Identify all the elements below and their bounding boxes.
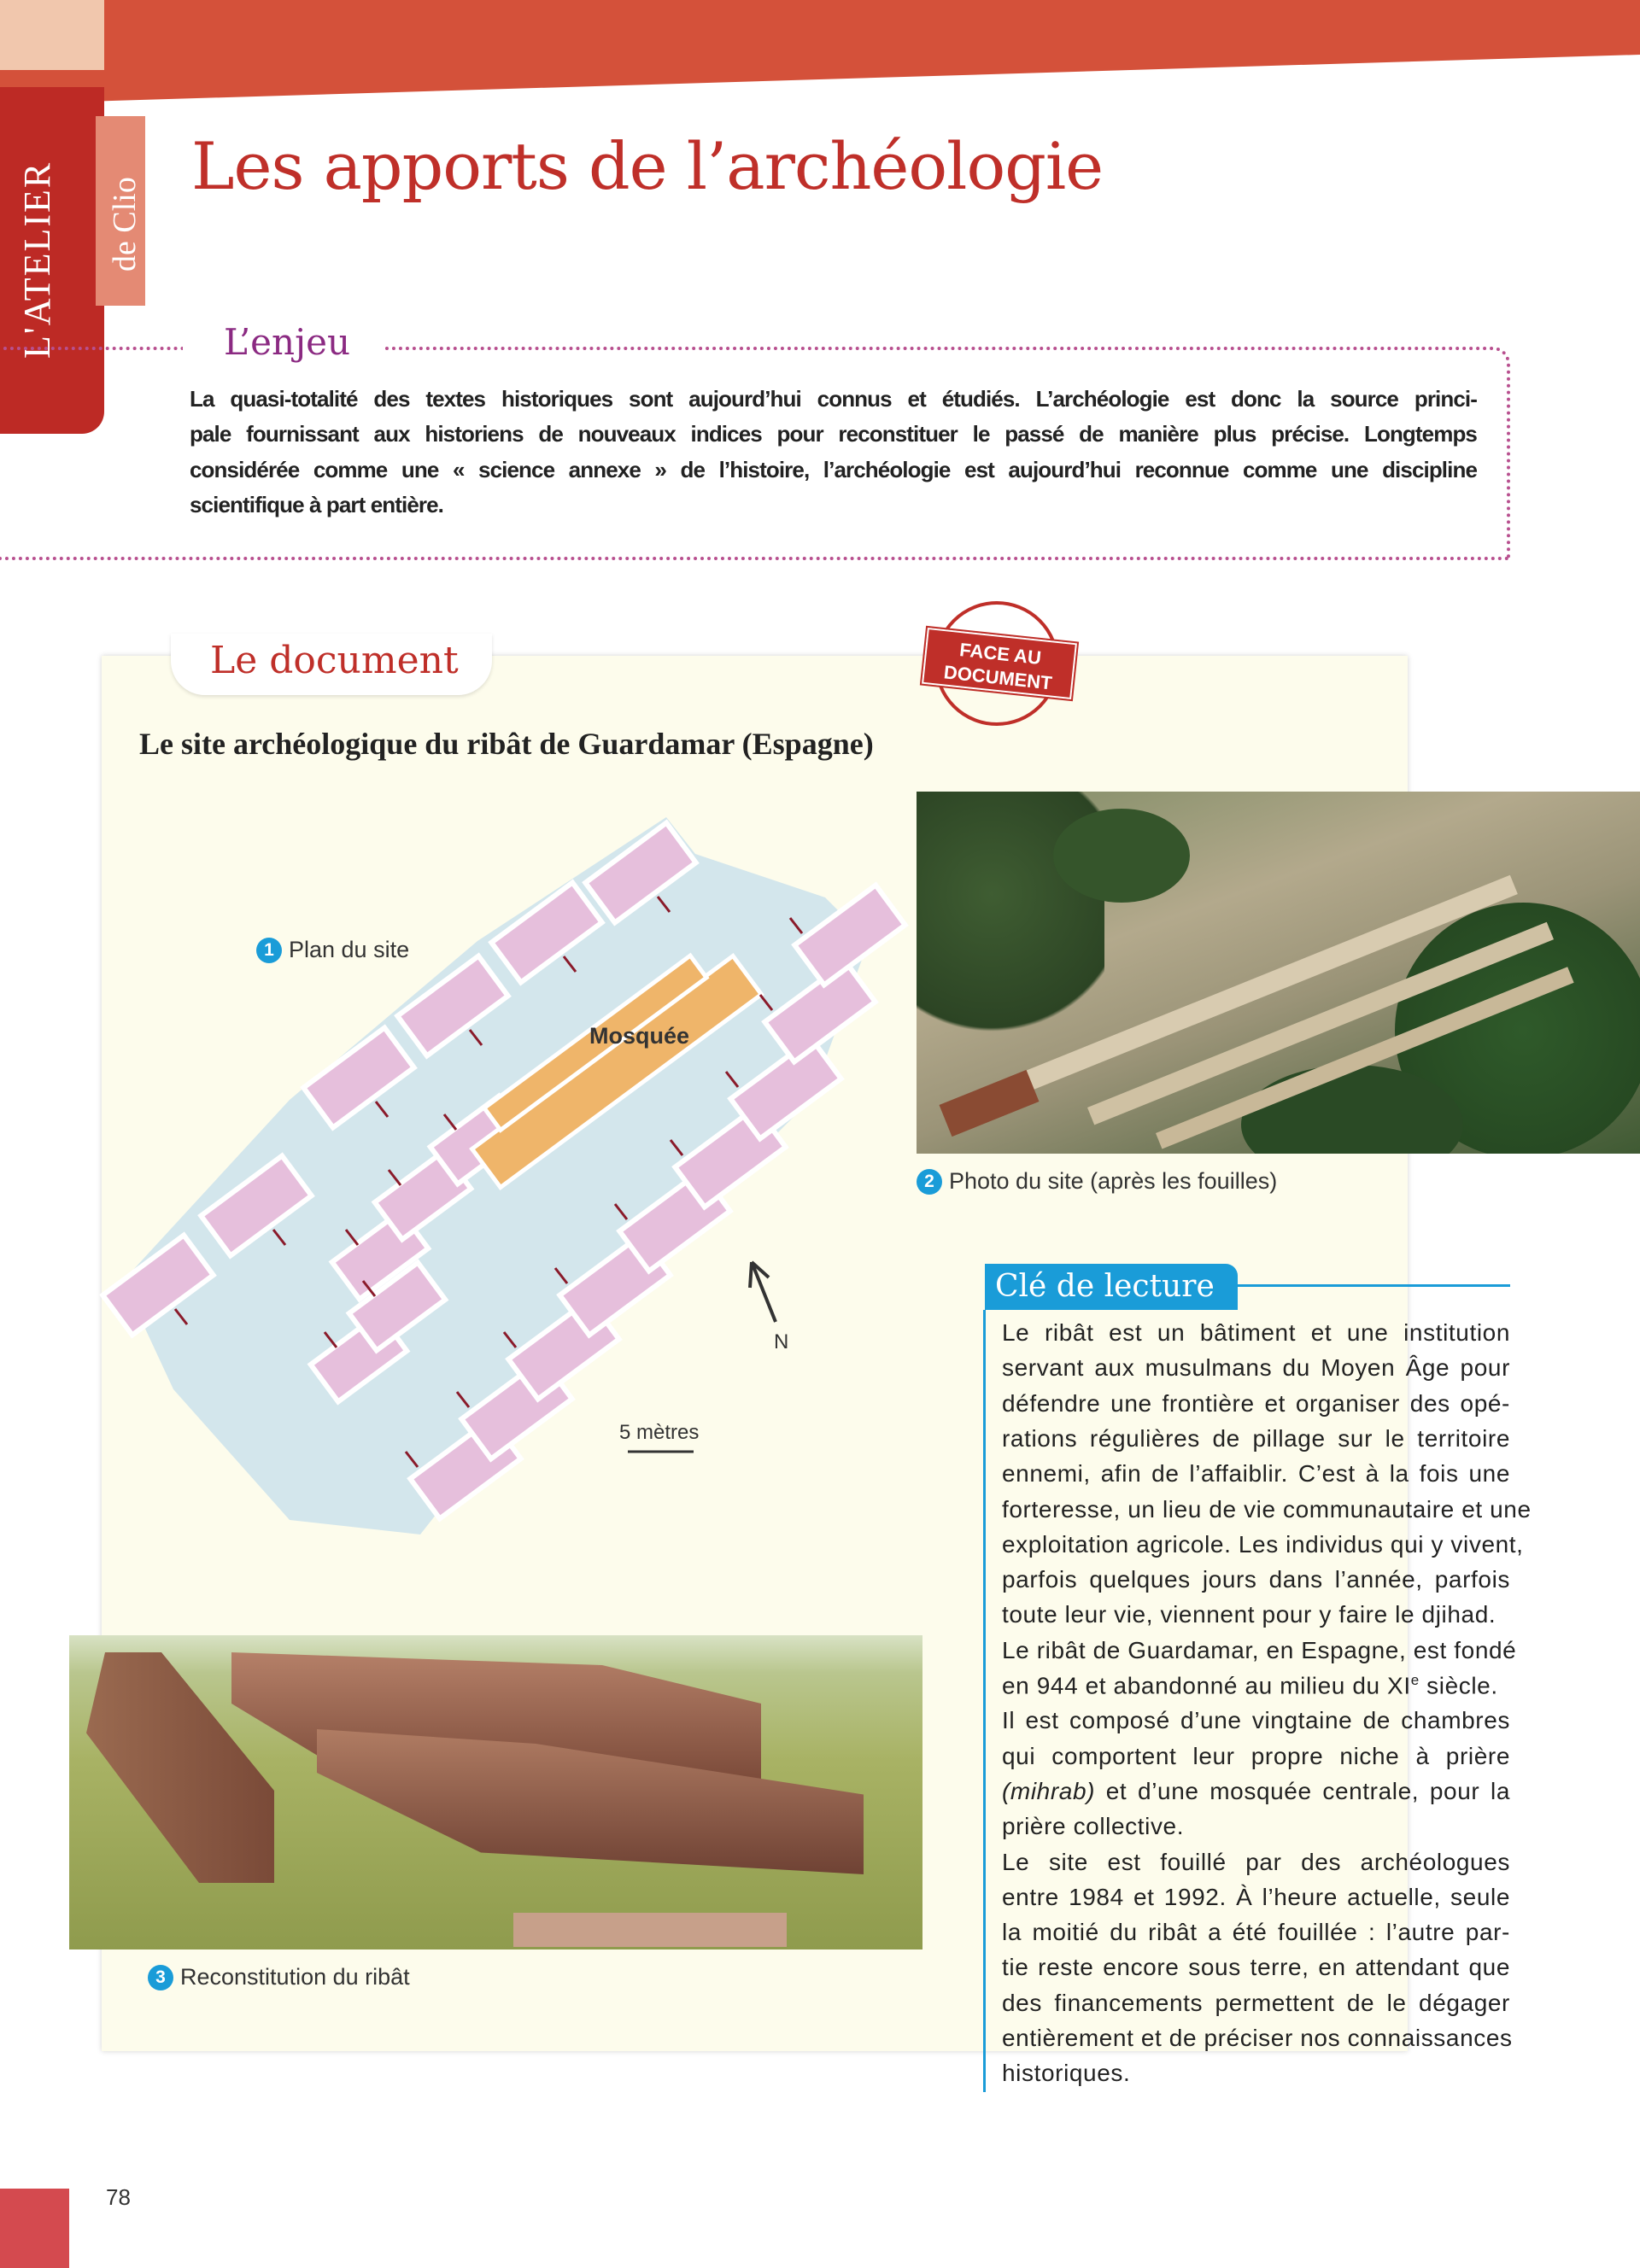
scale-label: 5 mètres xyxy=(619,1421,700,1444)
cle-text-line xyxy=(1002,1919,1510,1946)
cle-text-line xyxy=(1002,1566,1510,1593)
enjeu-text-line: La quasi-totalité des textes historiques sont aujourd’hui connus et étudiés. L’archéologie est donc la source princi- xyxy=(190,386,1477,412)
stamp-line: DOCUMENT xyxy=(942,661,1053,694)
cle-text-line xyxy=(1002,1743,1510,1770)
cle-text-segment: qui comportent leur propre niche à prière xyxy=(1002,1742,1510,1769)
cle-text-segment: en 944 et abandonné au milieu du XI xyxy=(1002,1672,1411,1699)
north-label: N xyxy=(774,1330,789,1353)
stamp-line: FACE AU xyxy=(958,639,1043,669)
photo-caption xyxy=(917,1168,1277,1195)
site-photo xyxy=(917,792,1640,1154)
mosque-label: Mosquée xyxy=(589,1023,690,1049)
document-title: Le site archéologique du ribât de Guardamar (Espagne) xyxy=(139,727,874,761)
photo-caption-text: Photo du site (après les fouilles) xyxy=(949,1168,1278,1194)
cle-text-segment: parfois quelques jours dans l’année, parfois xyxy=(1002,1566,1510,1593)
cle-text-line xyxy=(1002,2025,1513,2052)
cle-text-line xyxy=(1002,1495,1532,1523)
reconstruction-caption xyxy=(148,1964,410,1990)
cle-text-line xyxy=(1002,1354,1510,1382)
cle-text-segment: rations régulières de pillage sur le territoire xyxy=(1002,1424,1510,1452)
plan-caption xyxy=(256,937,409,963)
cle-text-segment: Le site est fouillé par des archéologues xyxy=(1002,1848,1510,1875)
cle-text-segment: Il est composé d’une vingtaine de chambres xyxy=(1002,1707,1510,1734)
enjeu-heading: L’enjeu xyxy=(183,321,384,363)
superscript: e xyxy=(1410,1672,1420,1688)
section-tab-label: L'ATELIER xyxy=(16,161,58,359)
cle-text-segment: siècle. xyxy=(1419,1672,1498,1699)
cle-text-line xyxy=(1002,1672,1510,1699)
cle-text-line xyxy=(1002,1990,1510,2017)
cle-text-segment: défendre une frontière et organiser des opé- xyxy=(1002,1389,1510,1417)
cle-text-segment: forteresse, un lieu de vie communautaire et une xyxy=(1002,1495,1532,1523)
cle-text-line xyxy=(1002,1884,1510,1911)
cle-text-line xyxy=(1002,1954,1510,1981)
cle-text-line xyxy=(1002,1778,1510,1805)
section-subtab-label: de Clio xyxy=(107,177,143,272)
document-heading: Le document xyxy=(210,639,459,682)
cle-text-line xyxy=(1002,1707,1510,1734)
cle-text-segment: entre 1984 et 1992. À l’heure actuelle, seule xyxy=(1002,1883,1510,1910)
cle-text-segment: entièrement et de préciser nos connaissances xyxy=(1002,2025,1513,2051)
cle-text-line xyxy=(1002,1319,1510,1347)
cle-text-line xyxy=(1002,1390,1510,1418)
figure-number: 3 xyxy=(148,1965,173,1990)
cle-text-segment: toute leur vie, viennent pour y faire le djihad. xyxy=(1002,1601,1496,1628)
cle-left-rule xyxy=(983,1310,986,2092)
cle-text-line xyxy=(1002,1636,1517,1664)
page-number: 78 xyxy=(106,2184,131,2210)
north-arrow-icon xyxy=(750,1262,776,1322)
cle-text-segment: des financements permettent de le dégager xyxy=(1002,1989,1510,2016)
enjeu-text-line: considérée comme une « science annexe » de l’histoire, l’archéologie est aujourd’hui reconnue comme une discipline xyxy=(190,457,1477,482)
cle-text-segment: (mihrab) et d’une mosquée centrale, pour la xyxy=(1002,1777,1510,1804)
reconstruction-caption-text: Reconstitution du ribât xyxy=(180,1964,410,1990)
cle-text-line xyxy=(1002,1601,1510,1628)
page-title: Les apports de l’archéologie xyxy=(191,128,1104,204)
figure-number: 2 xyxy=(917,1169,942,1195)
figure-number: 1 xyxy=(256,938,282,963)
cle-text-line xyxy=(1002,1460,1510,1488)
cle-text-segment: Le ribât est un bâtiment et une institution xyxy=(1002,1319,1510,1346)
cle-text-segment: Le ribât de Guardamar, en Espagne, est fondé xyxy=(1002,1636,1517,1663)
cle-text-segment: prière collective. xyxy=(1002,1813,1185,1840)
plan-caption-text: Plan du site xyxy=(289,937,410,962)
reconstruction-image xyxy=(69,1635,922,1949)
cle-text-segment: la moitié du ribât a été fouillée : l’autre par- xyxy=(1002,1919,1510,1946)
cle-text-line xyxy=(1002,1530,1524,1558)
enjeu-text-line: scientifique à part entière. xyxy=(190,492,444,517)
cle-text-segment: servant aux musulmans du Moyen Âge pour xyxy=(1002,1354,1510,1382)
cle-text-segment: tie reste encore sous terre, en attendant que xyxy=(1002,1954,1510,1981)
cle-text-line xyxy=(1002,1849,1510,1876)
cle-text-segment: historiques. xyxy=(1002,2060,1131,2087)
cle-text-segment: ennemi, afin de l’affaiblir. C’est à la fois une xyxy=(1002,1460,1510,1488)
cle-heading-rule xyxy=(1238,1284,1510,1287)
cle-de-lecture-heading: Clé de lecture xyxy=(985,1264,1238,1310)
enjeu-text-line: pale fournissant aux historiens de nouveaux indices pour reconstituer le passé de manière plus précise. Longtemps xyxy=(190,421,1477,447)
cle-text-line xyxy=(1002,2060,1510,2087)
page-corner-block xyxy=(0,2189,69,2268)
cle-text-line xyxy=(1002,1425,1510,1453)
cle-text-segment: exploitation agricole. Les individus qui y vivent, xyxy=(1002,1530,1524,1558)
cle-text-line xyxy=(1002,1813,1510,1840)
